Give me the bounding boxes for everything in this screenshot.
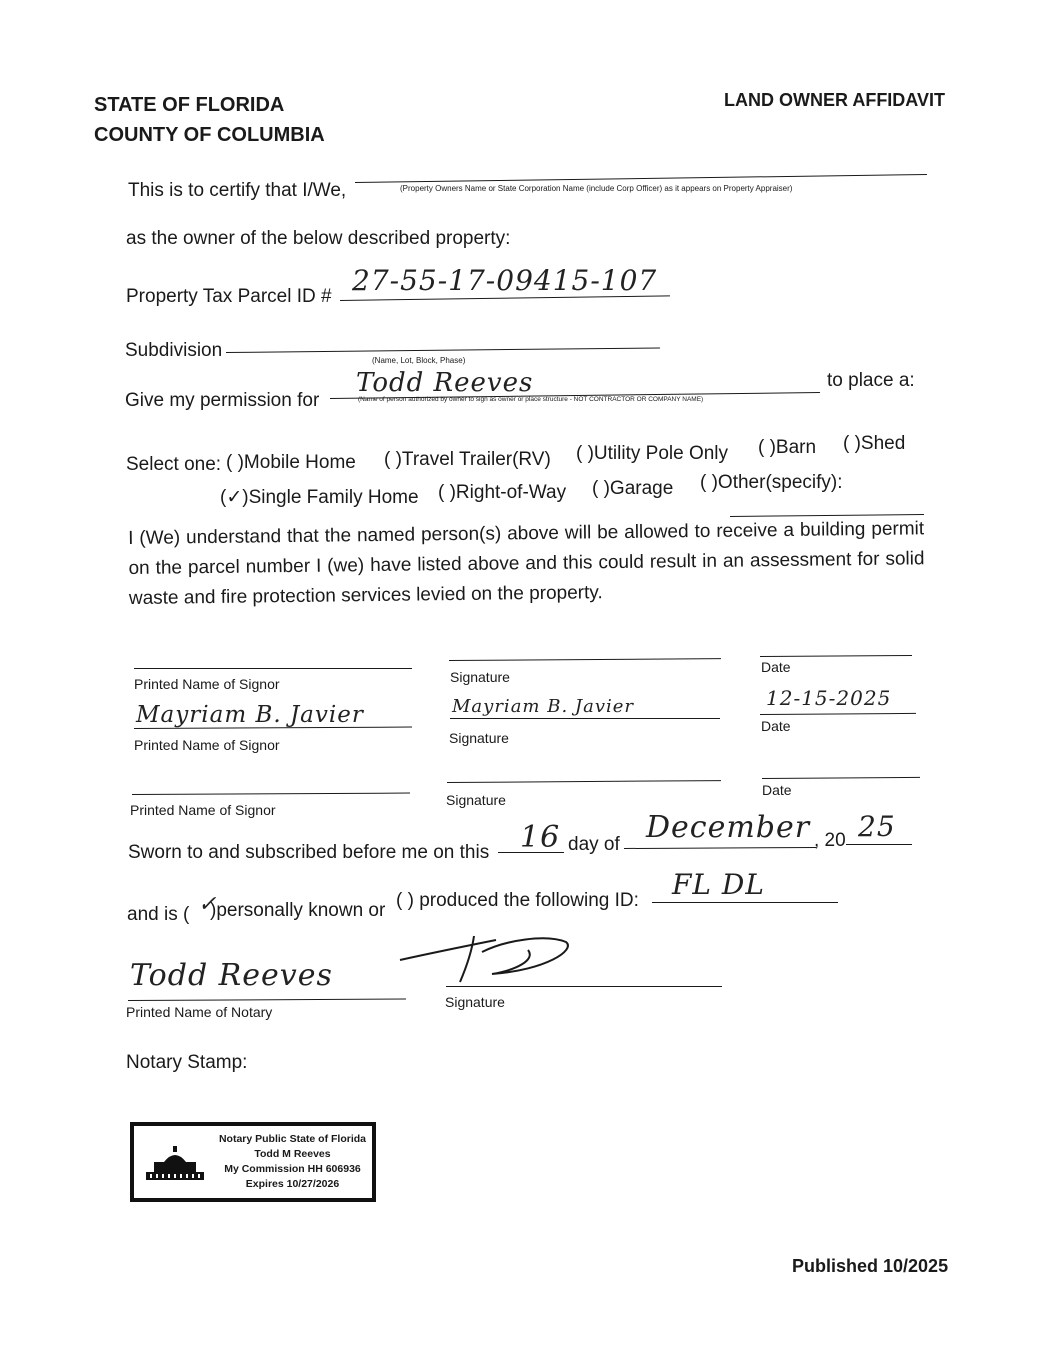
sworn-month-line[interactable] [624,847,816,849]
option-garage[interactable]: ( )Garage [592,478,674,499]
known-prefix: and is ( [127,904,190,925]
sworn-day-line[interactable] [498,852,564,853]
id-line[interactable] [652,902,838,903]
subdivision-hint: (Name, Lot, Block, Phase) [372,356,466,365]
signor2-name-line[interactable] [134,727,412,729]
id-value: FL DL [672,868,765,901]
signor3-signature-label: Signature [446,792,506,808]
option-utility-pole[interactable]: ( )Utility Pole Only [576,443,729,464]
notary-name-value: Todd Reeves [130,958,333,993]
signor3-date-line[interactable] [762,777,920,779]
option-shed[interactable]: ( )Shed [843,433,906,454]
sworn-year-value: 25 [858,810,896,843]
signor2-name-label: Printed Name of Signor [134,737,280,753]
signor2-date-label: Date [761,718,791,734]
sworn-day-of: day of [568,834,620,855]
sworn-prefix: Sworn to and subscribed before me on this [128,842,490,863]
state-heading: STATE OF FLORIDA [94,94,285,116]
signor1-signature-line[interactable] [449,658,721,661]
notary-signature-drawing [396,930,606,994]
signor2-signature-line[interactable] [450,718,720,719]
signor1-name-line[interactable] [134,668,412,669]
option-single-family-home[interactable]: (✓)Single Family Home [220,487,419,508]
stamp-line-1: Notary Public State of Florida [218,1133,366,1145]
permission-label: Give my permission for [125,390,320,411]
known-produced: ( ) produced the following ID: [396,890,639,911]
owner-statement: as the owner of the below described property: [126,228,511,249]
sworn-month-value: December [646,810,811,845]
option-right-of-way[interactable]: ( )Right-of-Way [438,482,567,503]
permission-hint: (Name of person authorized by owner to sign as owner or place structure - NOT CONTRACTOR OR COMPANY NAME) [358,396,704,403]
signor1-date-line[interactable] [760,655,912,657]
permission-suffix: to place a: [827,370,915,391]
option-travel-trailer[interactable]: ( )Travel Trailer(RV) [384,449,551,470]
stamp-line-4: Expires 10/27/2026 [245,1178,340,1190]
owner-name-hint: (Property Owners Name or State Corporation Name (include Corp Officer) as it appears on Property Appraiser) [400,184,793,193]
signor3-name-label: Printed Name of Signor [130,802,276,818]
notary-signature-line[interactable] [446,986,722,987]
known-check[interactable]: ✓ [198,892,218,917]
signor1-name-label: Printed Name of Signor [134,676,280,692]
certify-label: This is to certify that I/We, [128,180,347,201]
permission-value: Todd Reeves [356,368,534,398]
owner-name-line[interactable] [355,174,927,183]
signor2-signature-value: Mayriam B. Javier [452,696,635,717]
signor1-signature-label: Signature [450,669,510,685]
signor2-signature-label: Signature [449,730,509,746]
notary-signature-label: Signature [445,994,505,1010]
capitol-building-icon [144,1144,206,1184]
subdivision-line[interactable] [226,347,660,353]
option-mobile-home[interactable]: ( )Mobile Home [226,452,356,473]
signor2-name-value: Mayriam B. Javier [136,702,364,728]
notary-stamp [130,1122,376,1202]
signor3-name-line[interactable] [132,793,410,795]
subdivision-label: Subdivision [125,340,223,361]
stamp-text [219,1132,366,1192]
notary-name-line[interactable] [128,999,406,1001]
parcel-value: 27-55-17-09415-107 [352,264,658,297]
option-other[interactable]: ( )Other(specify): [700,472,843,493]
signor3-date-label: Date [762,782,792,798]
signor2-date-value: 12-15-2025 [766,686,892,710]
county-heading: COUNTY OF COLUMBIA [94,124,325,146]
acknowledgement-paragraph: I (We) understand that the named person(s) above will be allowed to receive a building permit on the parcel number I (we) have listed above and this could result in an assessment for solid waste and fire protection services levied on the property. [128,518,925,609]
stamp-line-3: My Commission HH 606936 [224,1163,361,1175]
sworn-day-value: 16 [520,820,561,855]
known-personally: )personally known or [210,900,386,921]
sworn-year-line[interactable] [846,844,912,845]
signor2-date-line[interactable] [760,713,916,715]
notary-stamp-label: Notary Stamp: [126,1052,248,1073]
form-title: LAND OWNER AFFIDAVIT [724,90,945,110]
sworn-year-prefix: , 20 [814,830,846,851]
signor3-signature-line[interactable] [447,780,721,783]
stamp-line-2: Todd M Reeves [254,1148,331,1160]
published-date: Published 10/2025 [792,1256,949,1276]
parcel-label: Property Tax Parcel ID # [126,286,332,307]
signor1-date-label: Date [761,659,791,675]
notary-name-label: Printed Name of Notary [126,1004,273,1020]
select-label: Select one: [126,454,222,475]
option-barn[interactable]: ( )Barn [758,437,817,458]
